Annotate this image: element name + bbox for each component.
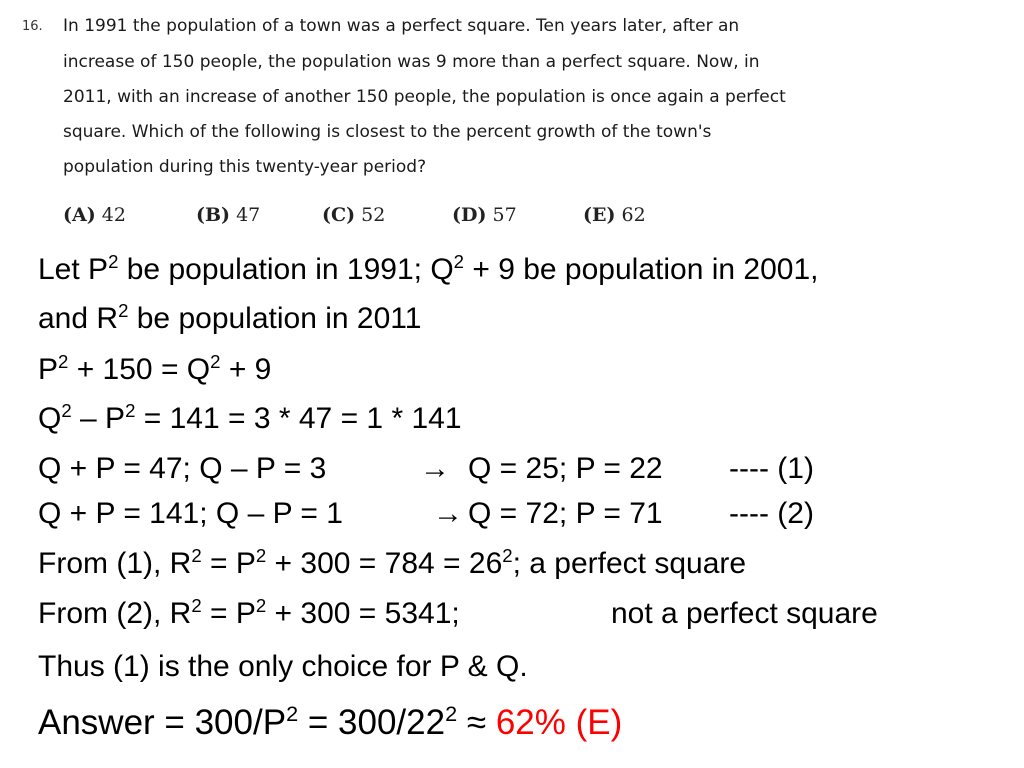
text: + 9 (220, 353, 272, 386)
text: not a perfect square (611, 597, 878, 630)
text: + 300 = 784 = 26 (266, 547, 503, 580)
question-number: 16. (22, 19, 43, 34)
text: From (1), R (38, 547, 192, 580)
problem-line-1: In 1991 the population of a town was a perfect square. Ten years later, after an (63, 16, 740, 36)
equation-label: ---- (1) (729, 452, 814, 485)
text: P (38, 353, 59, 386)
text: = 300/22 (298, 703, 446, 742)
text: and R (38, 302, 119, 335)
exponent: 2 (108, 250, 119, 272)
choice-a-value: 42 (101, 204, 126, 226)
solution-line-3 (38, 350, 272, 387)
text: + 300 = 5341; (266, 597, 460, 630)
exponent: 2 (58, 350, 69, 372)
text: Q = 72; P = 71 (468, 497, 663, 530)
choice-a-letter: (A) (63, 204, 96, 226)
text: From (2), R (38, 597, 192, 630)
answer-percent: 62% (495, 703, 566, 742)
problem-line-4: square. Which of the following is closest to the percent growth of the town's (63, 122, 712, 142)
approx-symbol: ≈ (466, 703, 487, 742)
arrow-right-icon: → (420, 452, 450, 485)
problem-statement (0, 0, 1024, 245)
text: Q + P = 141; Q – P = 1 (38, 497, 343, 530)
choice-c-letter: (C) (322, 204, 356, 226)
exponent: 2 (502, 544, 513, 566)
exponent: 2 (255, 544, 267, 566)
text: Answer = 300/P (38, 703, 287, 742)
exponent: 2 (255, 594, 267, 616)
exponent: 2 (453, 250, 465, 272)
choice-c-value: 52 (361, 204, 386, 226)
choice-e (583, 204, 646, 226)
exponent: 2 (118, 299, 129, 321)
answer-choices (63, 204, 763, 234)
text: ; a perfect square (512, 547, 747, 580)
choice-d-letter: (D) (452, 204, 487, 226)
arrow-right-icon: → (433, 497, 463, 530)
choice-d-value: 57 (492, 204, 517, 226)
text: = 141 = 3 * 47 = 1 * 141 (135, 402, 462, 435)
text: = P (201, 597, 256, 630)
text: + 150 = Q (68, 353, 211, 386)
exponent: 2 (445, 700, 458, 726)
exponent: 2 (191, 544, 202, 566)
solution-line-1 (38, 250, 819, 287)
text: Let P (38, 253, 109, 286)
problem-line-3: 2011, with an increase of another 150 people, the population is once again a perfect (63, 87, 786, 107)
exponent: 2 (191, 594, 202, 616)
solution-line-7 (38, 544, 747, 581)
text: = P (201, 547, 256, 580)
choice-d (452, 204, 517, 226)
exponent: 2 (61, 399, 72, 421)
solution-line-4 (38, 399, 462, 436)
choice-b-letter: (B) (196, 204, 231, 226)
choice-b-value: 47 (236, 204, 261, 226)
choice-e-value: 62 (621, 204, 646, 226)
text: be population in 2011 (128, 302, 422, 335)
solution-line-2 (38, 299, 422, 336)
text: Q = 25; P = 22 (468, 452, 663, 485)
problem-line-2: increase of 150 people, the population was 9 more than a perfect square. Now, in (63, 52, 760, 72)
text: Q + P = 47; Q – P = 3 (38, 452, 327, 485)
choice-e-letter: (E) (583, 204, 616, 226)
solution-line-9: Thus (1) is the only choice for P & Q. (38, 650, 528, 683)
choice-b (196, 204, 260, 226)
exponent: 2 (210, 350, 221, 372)
problem-line-5: population during this twenty-year period? (63, 157, 427, 177)
exponent: 2 (125, 399, 136, 421)
equation-label: ---- (2) (729, 497, 814, 530)
text: + 9 be population in 2001, (464, 253, 819, 286)
final-answer (38, 700, 623, 743)
exponent: 2 (286, 700, 299, 726)
text: Q (38, 402, 62, 435)
text: be population in 1991; Q (118, 253, 454, 286)
answer-choice: (E) (575, 703, 623, 742)
text: – P (71, 402, 126, 435)
choice-c (322, 204, 385, 226)
choice-a (63, 204, 126, 226)
